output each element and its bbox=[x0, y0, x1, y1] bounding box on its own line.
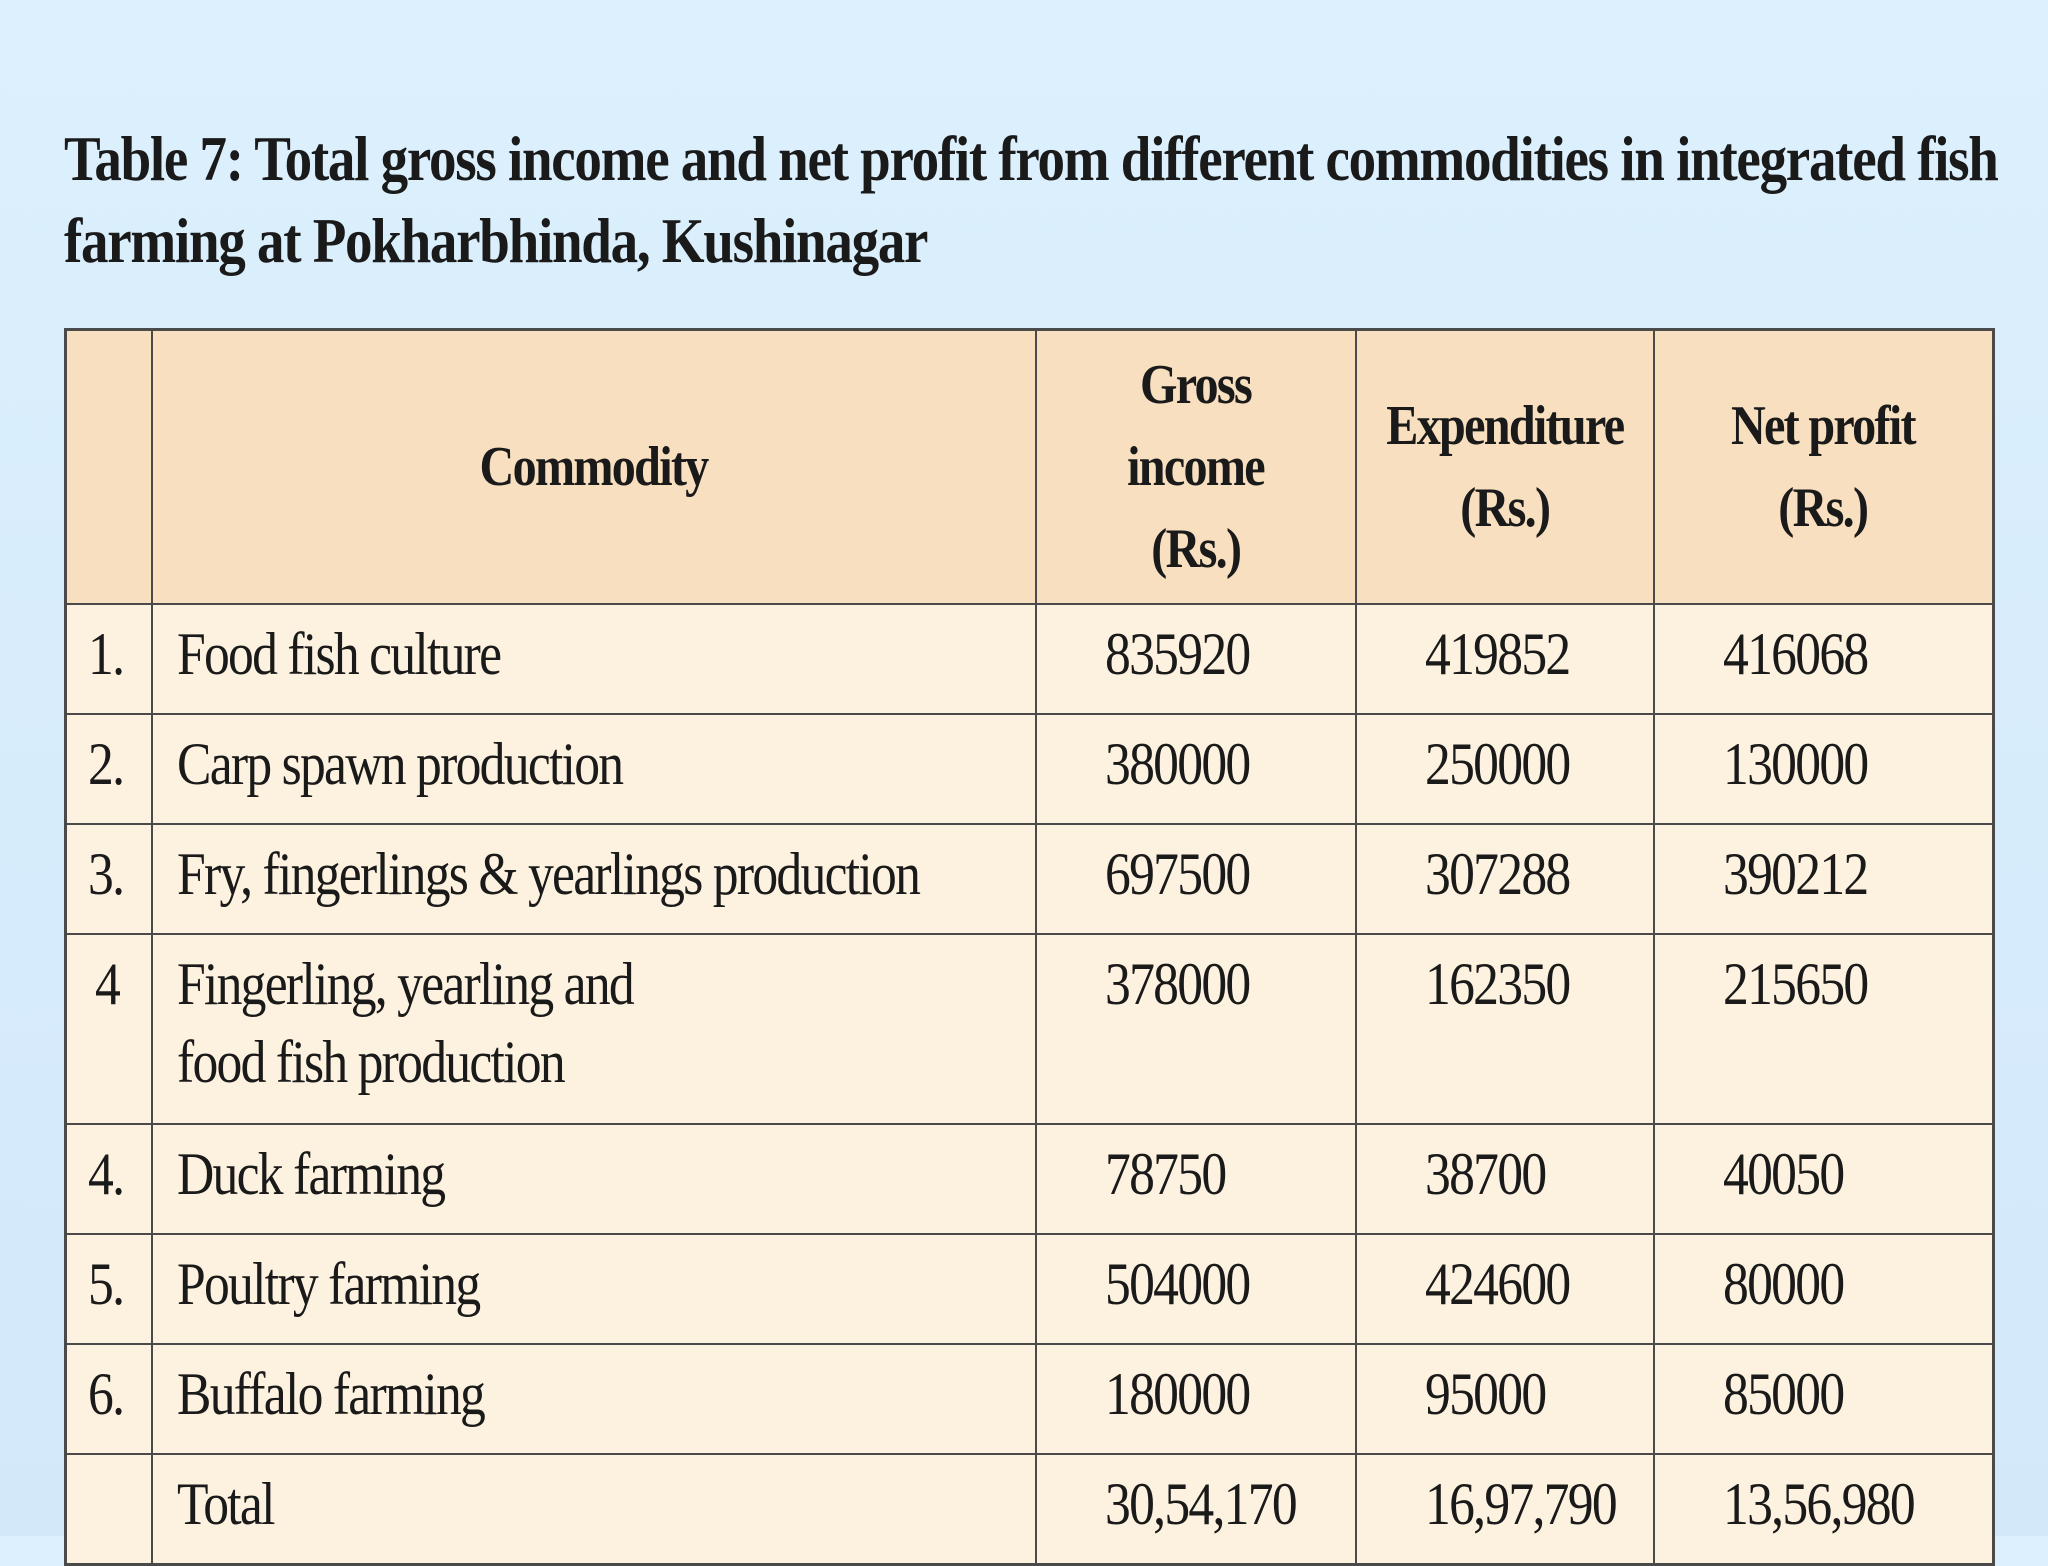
row-expenditure: 95000 bbox=[1356, 1344, 1654, 1454]
row-expenditure: 162350 bbox=[1356, 934, 1654, 1124]
row-commodity: Duck farming bbox=[152, 1124, 1036, 1234]
row-expenditure: 250000 bbox=[1356, 714, 1654, 824]
table-row bbox=[66, 1234, 1994, 1344]
row-commodity: Fingerling, yearling and food fish production bbox=[152, 934, 1036, 1124]
total-row bbox=[66, 1454, 1994, 1565]
total-expenditure: 16,97,790 bbox=[1356, 1454, 1654, 1565]
row-gross-income: 504000 bbox=[1036, 1234, 1356, 1344]
row-number: 4. bbox=[66, 1124, 152, 1234]
row-expenditure: 307288 bbox=[1356, 824, 1654, 934]
row-net-profit: 416068 bbox=[1654, 604, 1994, 714]
row-expenditure: 38700 bbox=[1356, 1124, 1654, 1234]
row-net-profit: 85000 bbox=[1654, 1344, 1994, 1454]
row-gross-income: 180000 bbox=[1036, 1344, 1356, 1454]
row-net-profit: 215650 bbox=[1654, 934, 1994, 1124]
header-gross-income bbox=[1036, 330, 1356, 605]
total-label: Total bbox=[152, 1454, 1036, 1565]
row-commodity: Carp spawn production bbox=[152, 714, 1036, 824]
row-number: 1. bbox=[66, 604, 152, 714]
table-row bbox=[66, 1344, 1994, 1454]
total-net-profit: 13,56,980 bbox=[1654, 1454, 1994, 1565]
table-row bbox=[66, 1124, 1994, 1234]
header-gross-line-1: Gross bbox=[1140, 354, 1251, 416]
header-number bbox=[66, 330, 152, 605]
row-net-profit: 390212 bbox=[1654, 824, 1994, 934]
row-number: 4 bbox=[66, 934, 152, 1124]
header-gross-line-3: (Rs.) bbox=[1150, 518, 1241, 580]
table-header-row bbox=[66, 330, 1994, 605]
row-commodity: Buffalo farming bbox=[152, 1344, 1036, 1454]
row-number: 3. bbox=[66, 824, 152, 934]
row-commodity: Food fish culture bbox=[152, 604, 1036, 714]
data-table-container bbox=[64, 328, 1992, 1566]
row-number: 6. bbox=[66, 1344, 152, 1454]
row-gross-income: 78750 bbox=[1036, 1124, 1356, 1234]
row-gross-income: 378000 bbox=[1036, 934, 1356, 1124]
row-expenditure: 424600 bbox=[1356, 1234, 1654, 1344]
table-row bbox=[66, 604, 1994, 714]
total-gross-income: 30,54,170 bbox=[1036, 1454, 1356, 1565]
row-commodity: Fry, fingerlings & yearlings production bbox=[152, 824, 1036, 934]
header-expenditure-line-1: Expenditure bbox=[1385, 395, 1624, 457]
row-number: 2. bbox=[66, 714, 152, 824]
row-expenditure: 419852 bbox=[1356, 604, 1654, 714]
header-net-line-1: Net profit bbox=[1731, 395, 1916, 457]
table-row bbox=[66, 714, 1994, 824]
row-net-profit: 130000 bbox=[1654, 714, 1994, 824]
row-number: 5. bbox=[66, 1234, 152, 1344]
header-net-profit bbox=[1654, 330, 1994, 605]
row-commodity: Poultry farming bbox=[152, 1234, 1036, 1344]
row-gross-income: 697500 bbox=[1036, 824, 1356, 934]
row-net-profit: 80000 bbox=[1654, 1234, 1994, 1344]
table-caption: Table 7: Total gross income and net profit from different commodities in integrated fish farming at Pokharbhinda, Kushinagar bbox=[64, 123, 1998, 276]
header-expenditure-line-2: (Rs.) bbox=[1459, 477, 1550, 539]
header-gross-line-2: income bbox=[1127, 436, 1264, 498]
table-row bbox=[66, 934, 1994, 1124]
row-net-profit: 40050 bbox=[1654, 1124, 1994, 1234]
header-commodity: Commodity bbox=[152, 330, 1036, 605]
header-net-line-2: (Rs.) bbox=[1778, 477, 1868, 539]
commodity-income-table bbox=[64, 328, 1995, 1566]
total-number bbox=[66, 1454, 152, 1565]
header-expenditure bbox=[1356, 330, 1654, 605]
row-gross-income: 380000 bbox=[1036, 714, 1356, 824]
table-row bbox=[66, 824, 1994, 934]
row-gross-income: 835920 bbox=[1036, 604, 1356, 714]
